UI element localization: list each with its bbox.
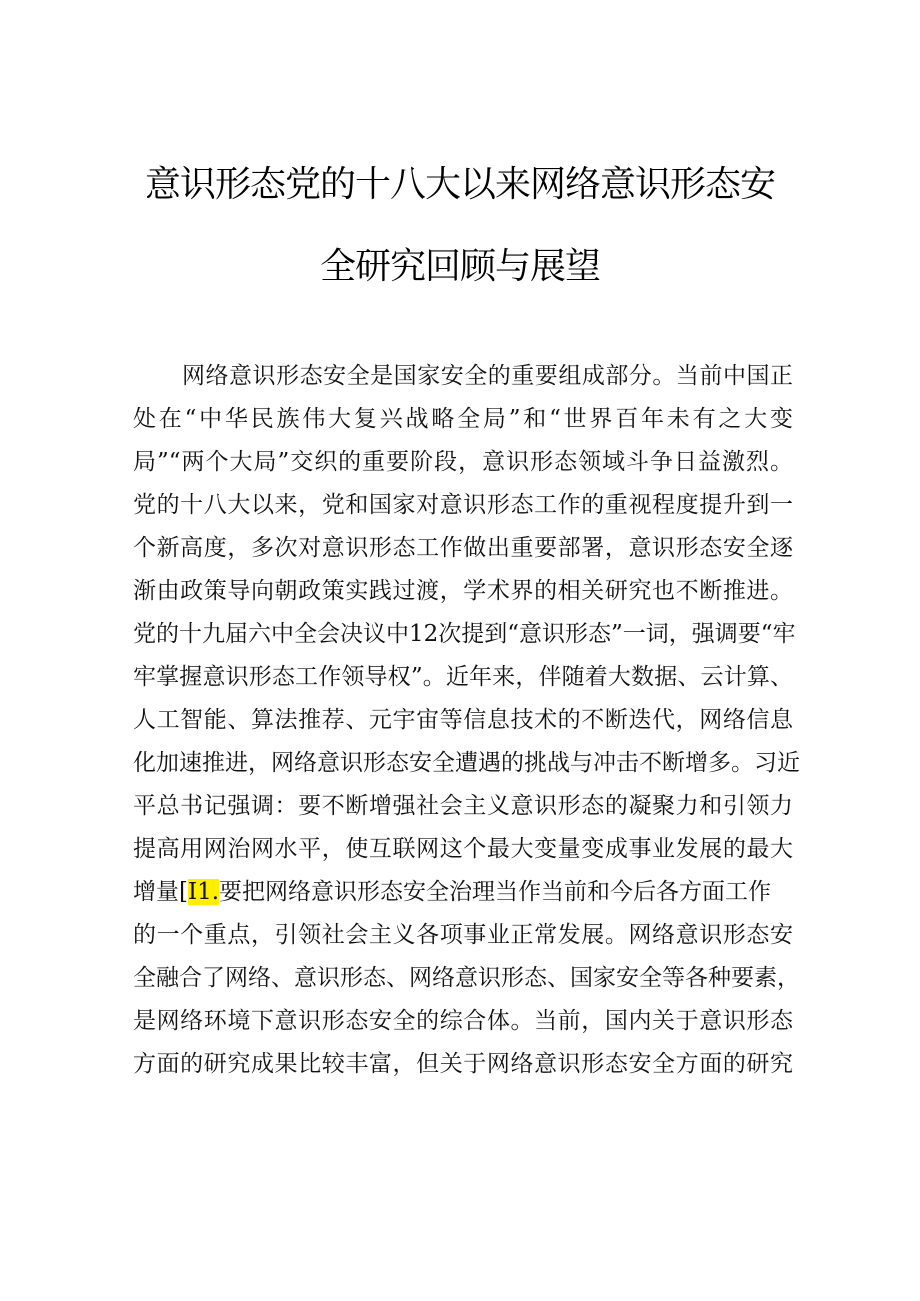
- title-line-1: 意识形态党的十八大以来网络意识形态安: [144, 164, 775, 205]
- paragraph-line: 是网络环境下意识形态安全的综合体。当前，国内关于意识形态: [133, 1008, 793, 1034]
- paragraph-line: 的一个重点，引领社会主义各项事业正常发展。网络意识形态安: [133, 922, 793, 948]
- paragraph-line: 牢掌握意识形态工作领导权”。近年来，伴随着大数据、云计算、: [133, 664, 793, 690]
- paragraph-line: 个新高度，多次对意识形态工作做出重要部署，意识形态安全逐: [133, 535, 793, 561]
- paragraph-line: 提高用网治网水平，使互联网这个最大变量变成事业发展的最大: [133, 836, 793, 862]
- citation-highlight: I1.: [187, 879, 220, 905]
- paragraph-line: 网络意识形态安全是国家安全的重要组成部分。当前中国正: [182, 363, 793, 389]
- paragraph-line: 全融合了网络、意识形态、网络意识形态、国家安全等各种要素，: [133, 965, 800, 991]
- paragraph-line: 化加速推进，网络意识形态安全遭遇的挑战与冲击不断增多。习近: [133, 750, 800, 776]
- paragraph-line: 渐由政策导向朝政策实践过渡，学术界的相关研究也不断推进。: [133, 578, 793, 604]
- paragraph-line: 党的十九届六中全会决议中12次提到“意识形态”一词，强调要“牢: [133, 621, 796, 647]
- line-prefix: 增量[: [133, 879, 188, 905]
- line-rest: 要把网络意识形态安全治理当作当前和今后各方面工作: [219, 879, 772, 905]
- paragraph-line: 处在“中华民族伟大复兴战略全局”和“世界百年未有之大变: [133, 406, 793, 432]
- paragraph-line: 党的十八大以来，党和国家对意识形态工作的重视程度提升到一: [133, 492, 793, 518]
- paragraph-line: 人工智能、算法推荐、元宇宙等信息技术的不断迭代，网络信息: [133, 707, 793, 733]
- paragraph-line: 平总书记强调：要不断增强社会主义意识形态的凝聚力和引领力: [133, 793, 793, 819]
- paragraph-line: 方面的研究成果比较丰富，但关于网络意识形态安全方面的研究: [133, 1051, 793, 1077]
- paragraph-line: 局”“两个大局”交织的重要阶段，意识形态领域斗争日益激烈。: [133, 449, 793, 475]
- paragraph-line-with-citation: [133, 873, 793, 911]
- title-line-2: 全研究回顾与展望: [319, 246, 600, 287]
